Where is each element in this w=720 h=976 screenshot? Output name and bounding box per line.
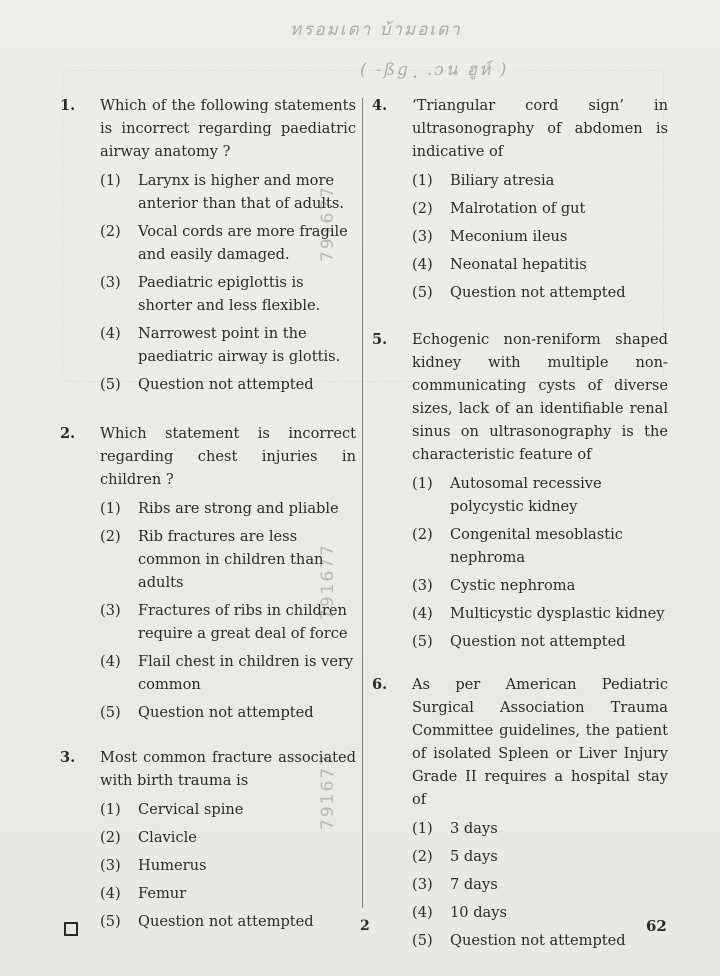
option[interactable] xyxy=(100,373,356,396)
option-text: Question not attempted xyxy=(450,633,626,650)
option-number: (3) xyxy=(412,577,433,594)
option-text: Cystic nephroma xyxy=(450,577,576,594)
question-stem: As per American Pediatric Surgical Association Trauma Committee guidelines, the patient of isolated Spleen or Liver Injury Grade II requires a hospital stay of xyxy=(412,676,668,808)
question-stem: ‘Triangular cord sign’ in ultrasonography of abdomen is indicative of xyxy=(412,97,668,160)
question-6 xyxy=(372,673,668,952)
option-text: Autosomal recessive polycystic kidney xyxy=(450,475,602,515)
option-number: (2) xyxy=(100,829,121,846)
option-number: (3) xyxy=(100,602,121,619)
watermark-1: 791677 xyxy=(318,185,338,262)
option-text: Neonatal hepatitis xyxy=(450,256,587,273)
option[interactable] xyxy=(412,281,668,304)
option-number: (5) xyxy=(412,932,433,949)
option-text: Question not attempted xyxy=(450,932,626,949)
option[interactable] xyxy=(100,854,356,877)
option[interactable] xyxy=(100,826,356,849)
option[interactable] xyxy=(100,599,356,645)
option-number: (5) xyxy=(100,704,121,721)
question-stem: Which statement is incorrect regarding chest injuries in children ? xyxy=(100,425,356,488)
option-number: (5) xyxy=(412,284,433,301)
question-number: 4. xyxy=(372,97,388,114)
option-number: (1) xyxy=(100,801,121,818)
question-stem: Echogenic non-reniform shaped kidney with multiple non-communicating cysts of diverse sizes, lack of an identifiable renal sinus on ultrasonography is the characteristic feature of xyxy=(412,331,668,463)
option-text: 10 days xyxy=(450,904,507,921)
option-text: Malrotation of gut xyxy=(450,200,586,217)
option[interactable] xyxy=(412,253,668,276)
option-number: (1) xyxy=(100,172,121,189)
option-text: Meconium ileus xyxy=(450,228,568,245)
option[interactable] xyxy=(100,798,356,821)
option-number: (1) xyxy=(100,500,121,517)
option-text: Congenital mesoblastic nephroma xyxy=(450,526,623,566)
option-text: 7 days xyxy=(450,876,498,893)
option-text: Paediatric epiglottis is shorter and less flexible. xyxy=(138,274,321,314)
handwritten-line-1: ทรอมเดา บ้ามอเดา xyxy=(290,20,462,40)
option[interactable] xyxy=(412,523,668,569)
question-number: 1. xyxy=(60,97,76,114)
option-text: Larynx is higher and more anterior than that of adults. xyxy=(138,172,345,212)
option-text: Multicystic dysplastic kidney xyxy=(450,605,665,622)
option-text: Humerus xyxy=(138,857,207,874)
question-1 xyxy=(60,94,356,396)
option[interactable] xyxy=(412,929,668,952)
option-number: (5) xyxy=(100,913,121,930)
option-text: Femur xyxy=(138,885,187,902)
option[interactable] xyxy=(100,650,356,696)
option[interactable] xyxy=(100,271,356,317)
option-text: 5 days xyxy=(450,848,498,865)
option-number: (4) xyxy=(100,885,121,902)
page-number: 2 xyxy=(360,918,370,934)
square-marker-icon xyxy=(64,922,78,936)
option-text: Fractures of ribs in children require a great deal of force xyxy=(138,602,348,642)
option[interactable] xyxy=(412,169,668,192)
options-list xyxy=(412,169,668,304)
option[interactable] xyxy=(100,701,356,724)
option-text: Question not attempted xyxy=(450,284,626,301)
option[interactable] xyxy=(100,497,356,520)
question-3 xyxy=(60,746,356,933)
option-number: (2) xyxy=(412,848,433,865)
handwritten-line-2: ( -ßg ฺ .ɔน ฮูห์ ) xyxy=(360,60,509,80)
option-number: (3) xyxy=(412,876,433,893)
options-list xyxy=(100,798,356,933)
option-text: Question not attempted xyxy=(138,913,314,930)
option[interactable] xyxy=(412,197,668,220)
option-text: Clavicle xyxy=(138,829,197,846)
option-number: (4) xyxy=(412,256,433,273)
question-number: 6. xyxy=(372,676,388,693)
option-number: (4) xyxy=(100,325,121,342)
option[interactable] xyxy=(412,817,668,840)
option-number: (3) xyxy=(100,274,121,291)
option-text: Narrowest point in the paediatric airway is glottis. xyxy=(138,325,341,365)
option-number: (5) xyxy=(100,376,121,393)
question-stem: Which of the following statements is incorrect regarding paediatric airway anatomy ? xyxy=(100,97,356,160)
option-number: (2) xyxy=(100,528,121,545)
option-number: (3) xyxy=(412,228,433,245)
option[interactable] xyxy=(412,225,668,248)
question-stem: Most common fracture associated with birth trauma is xyxy=(100,749,356,789)
options-list xyxy=(412,472,668,653)
option-number: (1) xyxy=(412,820,433,837)
watermark-2: 791677 xyxy=(318,543,338,620)
question-5 xyxy=(372,328,668,653)
watermark-3: 791677 xyxy=(318,753,338,830)
option-number: (2) xyxy=(412,200,433,217)
booklet-code: 62 xyxy=(646,917,667,935)
option-number: (1) xyxy=(412,475,433,492)
question-4 xyxy=(372,94,668,304)
option-number: (5) xyxy=(412,633,433,650)
options-list xyxy=(100,497,356,724)
option[interactable] xyxy=(412,574,668,597)
option-text: Cervical spine xyxy=(138,801,244,818)
option-text: Ribs are strong and pliable xyxy=(138,500,339,517)
option-text: Flail chest in children is very common xyxy=(138,653,354,693)
option-text: 3 days xyxy=(450,820,498,837)
options-list xyxy=(412,817,668,952)
option[interactable] xyxy=(412,873,668,896)
option[interactable] xyxy=(412,901,668,924)
option[interactable] xyxy=(100,882,356,905)
option-number: (3) xyxy=(100,857,121,874)
option-text: Biliary atresia xyxy=(450,172,555,189)
option[interactable] xyxy=(412,602,668,625)
option[interactable] xyxy=(100,169,356,215)
option[interactable] xyxy=(100,910,356,933)
question-number: 2. xyxy=(60,425,76,442)
left-column xyxy=(60,94,356,938)
option[interactable] xyxy=(100,525,356,594)
question-2 xyxy=(60,422,356,724)
question-number: 5. xyxy=(372,331,388,348)
column-divider xyxy=(362,98,363,908)
option-number: (2) xyxy=(412,526,433,543)
option-number: (4) xyxy=(412,605,433,622)
option[interactable] xyxy=(100,322,356,368)
option[interactable] xyxy=(100,220,356,266)
option-text: Question not attempted xyxy=(138,704,314,721)
option-number: (4) xyxy=(412,904,433,921)
option-number: (1) xyxy=(412,172,433,189)
options-list xyxy=(100,169,356,396)
option[interactable] xyxy=(412,845,668,868)
option-text: Question not attempted xyxy=(138,376,314,393)
option-number: (4) xyxy=(100,653,121,670)
option[interactable] xyxy=(412,630,668,653)
right-column xyxy=(372,94,668,957)
option[interactable] xyxy=(412,472,668,518)
option-text: Vocal cords are more fragile and easily damaged. xyxy=(138,223,348,263)
question-number: 3. xyxy=(60,749,76,766)
option-number: (2) xyxy=(100,223,121,240)
option-text: Rib fractures are less common in children than adults xyxy=(138,528,324,591)
